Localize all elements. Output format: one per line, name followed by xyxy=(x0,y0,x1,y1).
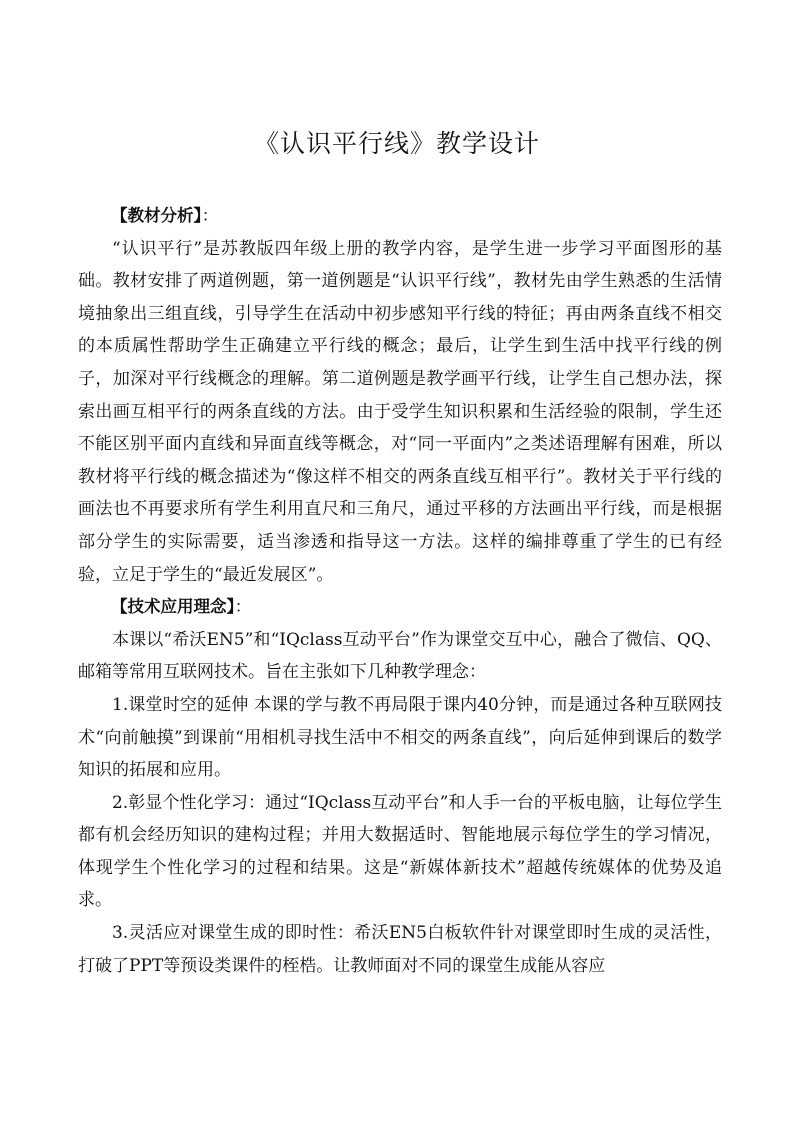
philosophy-item-1: 1.课堂时空的延伸 本课的学与教不再局限于课内40分钟，而是通过各种互联网技术“向前触摸”到课前“用相机寻找生活中不相交的两条直线”，向后延伸到课后的数学知识的拓展和应用。 xyxy=(78,694,722,781)
section-heading-colon: ： xyxy=(201,206,219,225)
document-title: 《认识平行线》教学设计 xyxy=(253,129,540,158)
material-analysis-paragraph: “认识平行”是苏教版四年级上册的教学内容，是学生进一步学习平面图形的基础。教材安排了两道例题，第一道例题是“认识平行线”，教材先由学生熟悉的生活情境抽象出三组直线，引导学生在活动中初步感知平行线的特征；再由两条直线不相交的本质属性帮助学生正确建立平行线的概念；最后，让学生到生活中找平行线的例子，加深对平行线概念的理解。第二道例题是教学画平行线，让学生自己想办法，探索出画互相平行的两条直线的方法。由于受学生知识积累和生活经验的限制，学生还不能区别平面内直线和异面直线等概念，对“同一平面内”之类述语理解有困难，所以教材将平行线的概念描述为“像这样不相交的两条直线互相平行”。教材关于平行线的画法也不再要求所有学生利用直尺和三角尺，通过平移的方法画出平行线，而是根据部分学生的实际需要，适当渗透和指导这一方法。这样的编排尊重了学生的已有经验，立足于学生的“最近发展区”。 xyxy=(78,238,722,585)
section-heading-material-analysis xyxy=(78,200,722,233)
tech-philosophy-intro: 本课以“希沃EN5”和“IQclass互动平台”作为课堂交互中心，融合了微信、QQ、邮箱等常用互联网技术。旨在主张如下几种教学理念： xyxy=(78,629,722,683)
section-heading-text: 【教材分析】 xyxy=(111,206,202,225)
philosophy-item-2: 2.彰显个性化学习：通过“IQclass互动平台”和人手一台的平板电脑，让每位学生都有机会经历知识的建构过程；并用大数据适时、智能地展示每位学生的学习情况，体现学生个性化学习的过程和结果。这是“新媒体新技术”超越传统媒体的优势及追求。 xyxy=(78,792,722,911)
section-heading-colon: ： xyxy=(234,597,252,617)
document-body xyxy=(78,200,722,982)
section-heading-text: 【技术应用理念】 xyxy=(111,597,235,617)
philosophy-item-3: 3.灵活应对课堂生成的即时性：希沃EN5白板软件针对课堂即时生成的灵活性，打破了PPT等预设类课件的桎梏。让教师面对不同的课堂生成能从容应 xyxy=(78,923,722,976)
section-heading-tech-philosophy xyxy=(78,591,722,624)
